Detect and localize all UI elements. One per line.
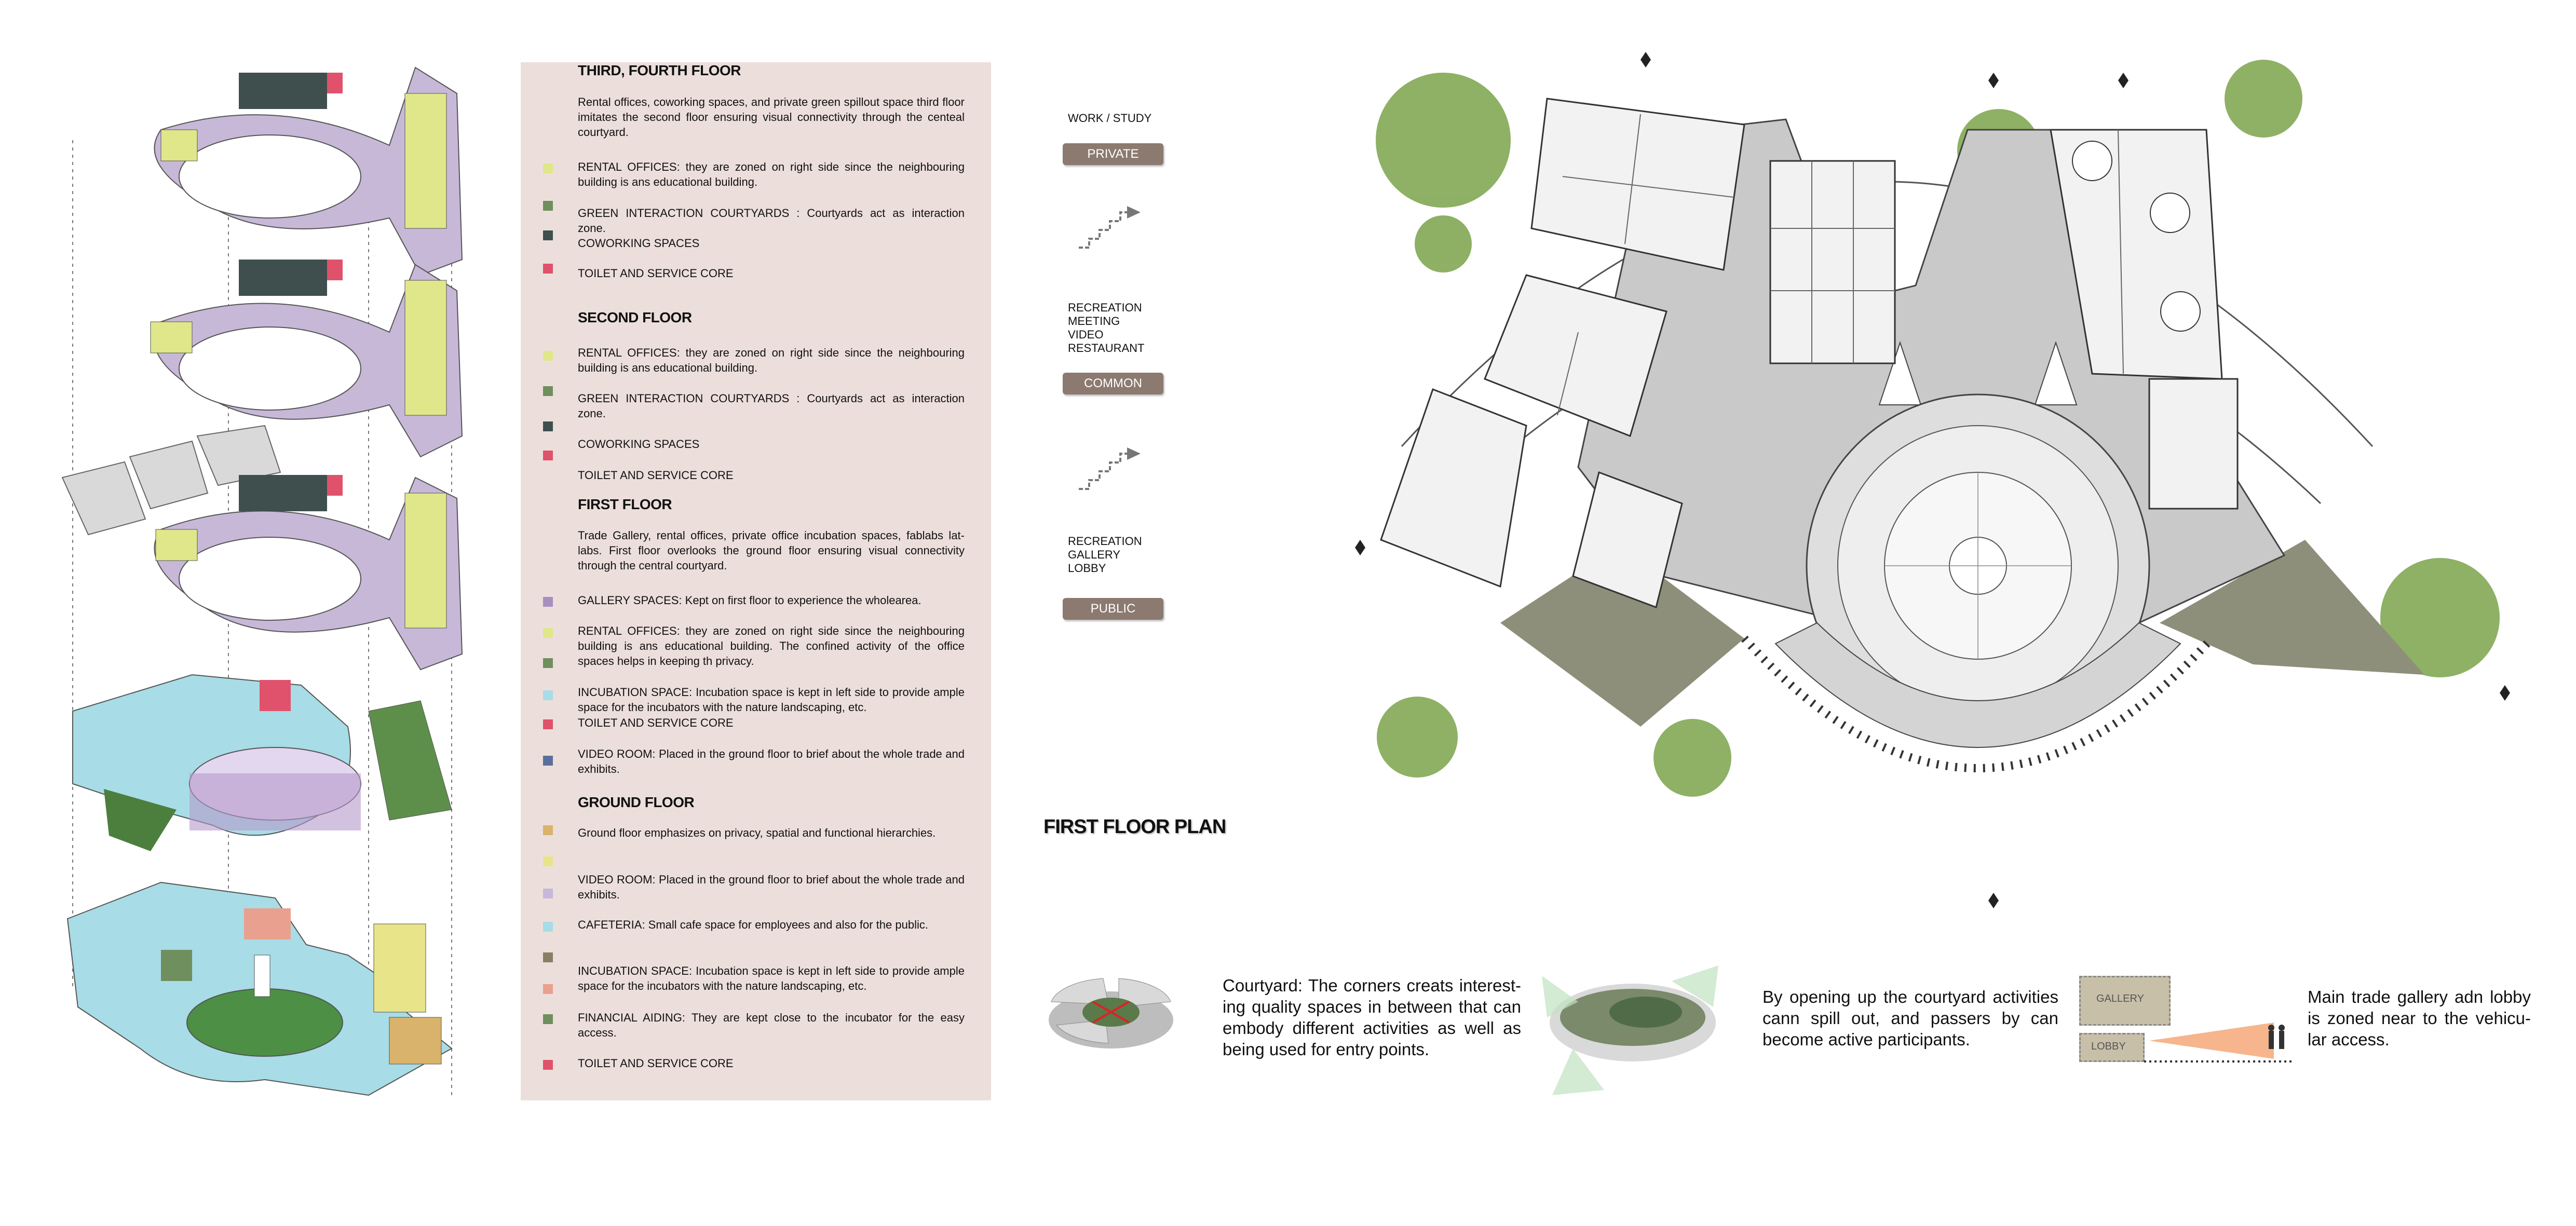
legend-swatch [543, 230, 553, 240]
legend-swatch [543, 856, 553, 866]
exploded-axonometric [57, 62, 509, 1106]
plan-title: FIRST FLOOR PLAN [1043, 816, 1226, 838]
legend-item: RENTAL OFFICES: they are zoned on right side since the neighbouring building is ans educational building. [578, 346, 965, 374]
legend-swatch [543, 451, 553, 460]
legend-item: TOILET AND SERVICE CORE [578, 267, 734, 280]
legend-swatch [543, 1014, 553, 1024]
zone-public-line: LOBBY [1068, 562, 1106, 575]
legend-item: TOILET AND SERVICE CORE [578, 1057, 734, 1070]
legend-item: TOILET AND SERVICE CORE [578, 716, 734, 729]
caption-gallery-lobby: Main trade gallery adn lobby is zoned near to the vehicu-lar access. [2308, 987, 2531, 1049]
spill-out-diagram [1542, 945, 1718, 1100]
legend-item: FINANCIAL AIDING: They are kept close to the incubator for the easy access. [578, 1011, 965, 1039]
legend-item: COWORKING SPACES [578, 237, 700, 250]
legend-swatch [543, 984, 553, 994]
legend-swatch [543, 658, 553, 668]
axon-level-0 [67, 882, 452, 1095]
legend-swatch [543, 201, 553, 211]
legend-item: INCUBATION SPACE: Incubation space is kept in left side to provide ample space for the incubators with the nature landscaping, etc. [578, 964, 965, 992]
section-intro-third-fourth: Rental offices, coworking spaces, and private green spillout space third floor imitates the second floor ensuring visual connectivity through the centeal courtyard. [578, 96, 965, 139]
legend-swatch [543, 351, 553, 361]
zone-common-heading [1068, 301, 1145, 355]
axon-level-1 [73, 675, 452, 851]
legend-swatch [543, 597, 553, 607]
legend-swatch [543, 952, 553, 962]
legend-swatch [543, 628, 553, 638]
zone-private-heading: WORK / STUDY [1068, 112, 1152, 125]
legend-item: RENTAL OFFICES: they are zoned on right side since the neighbouring building is ans educational building. [578, 160, 965, 188]
zone-common-line: VIDEO [1068, 328, 1104, 341]
section-title-ground: GROUND FLOOR [578, 794, 695, 810]
zone-public-heading [1068, 535, 1142, 575]
zone-common-line: RESTAURANT [1068, 342, 1145, 355]
legend-item: GREEN INTERACTION COURTYARDS : Courtyards act as interaction zone. [578, 392, 965, 420]
legend-item: COWORKING SPACES [578, 438, 700, 451]
legend-swatch [543, 421, 553, 431]
legend-swatch [543, 719, 553, 729]
axon-level-3 [151, 260, 462, 457]
courtyard-diagram [1041, 952, 1181, 1061]
legend-panel [521, 62, 991, 1100]
zone-pill-public: PUBLIC [1063, 598, 1163, 620]
zone-pill-private: PRIVATE [1063, 143, 1163, 165]
legend-swatch [543, 922, 553, 932]
legend-swatch [543, 825, 553, 835]
axon-level-2 [155, 475, 463, 670]
legend-swatch [543, 386, 553, 396]
lobby-box-label: LOBBY [2091, 1041, 2126, 1052]
legend-item: GREEN INTERACTION COURTYARDS : Courtyards act as interaction zone. [578, 207, 965, 235]
legend-swatch [543, 889, 553, 898]
zone-public-line: RECREATION [1068, 535, 1142, 548]
axon-level-4 [155, 67, 463, 275]
legend-item: TOILET AND SERVICE CORE [578, 469, 734, 482]
legend-swatch [543, 690, 553, 700]
zone-public-line: GALLERY [1068, 548, 1121, 561]
legend-item: VIDEO ROOM: Placed in the ground floor to brief about the whole trade and exhibits. [578, 873, 965, 901]
stairs-arrow-icon [1076, 441, 1144, 493]
zone-common-line: MEETING [1068, 315, 1120, 328]
legend-item: INCUBATION SPACE: Incubation space is kept in left side to provide ample space for the incubators with the nature landscaping, etc. [578, 686, 965, 714]
caption-spill-out: By opening up the courtyard activities cann spill out, and passers by can become active participants. [1762, 987, 2058, 1049]
lobby-box [2079, 1033, 2145, 1062]
zone-pill-common: COMMON [1063, 373, 1163, 394]
legend-swatch [543, 164, 553, 173]
section-title-second: SECOND FLOOR [578, 309, 692, 325]
legend-item: Ground floor emphasizes on privacy, spatial and functional hierarchies. [578, 826, 936, 839]
legend-item: GALLERY SPACES: Kept on first floor to experience the wholearea. [578, 594, 921, 607]
zone-common-line: RECREATION [1068, 301, 1142, 314]
section-title-first: FIRST FLOOR [578, 496, 672, 512]
legend-item: RENTAL OFFICES: they are zoned on right side since the neighbouring building is ans educational building. The confined activity of the office spaces helps in keeping th privacy. [578, 624, 965, 668]
legend-swatch [543, 756, 553, 766]
legend-item: CAFETERIA: Small cafe space for employees and also for the public. [578, 918, 928, 931]
stairs-arrow-icon [1076, 200, 1144, 252]
section-title-third-fourth: THIRD, FOURTH FLOOR [578, 62, 741, 78]
access-view-cone [2144, 1012, 2295, 1064]
legend-swatch [543, 264, 553, 274]
section-intro-first: Trade Gallery, rental offices, private office incubation spaces, fablabs lat-labs. First floor overlooks the ground floor ensuring visual connectivity through the central courtyard. [578, 529, 965, 572]
caption-courtyard: Courtyard: The corners creats interest-ing quality spaces in between that can embody different activities as well as being used for entry points. [1223, 976, 1521, 1059]
first-floor-plan [1329, 42, 2523, 924]
legend-item: VIDEO ROOM: Placed in the ground floor to brief about the whole trade and exhibits. [578, 747, 965, 775]
gallery-box-label: GALLERY [2096, 993, 2144, 1004]
legend-swatch [543, 1060, 553, 1070]
